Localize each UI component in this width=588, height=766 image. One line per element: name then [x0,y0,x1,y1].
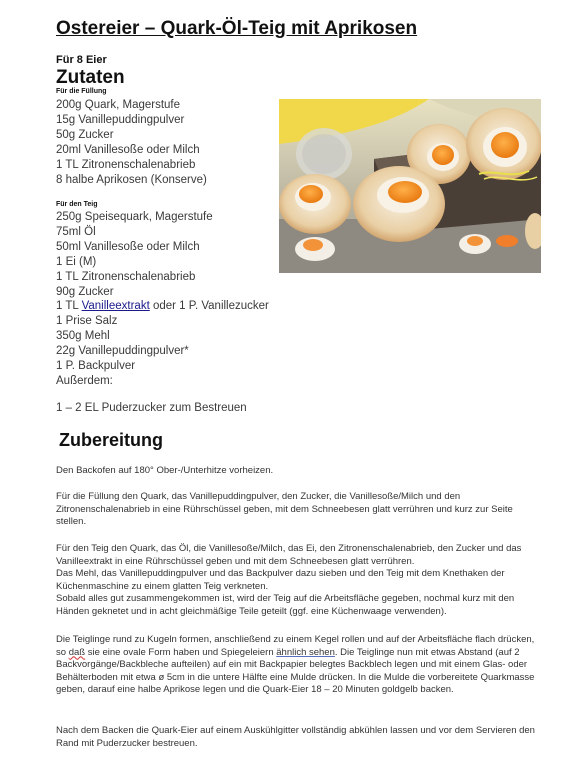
ingredients-heading: Zutaten [56,67,125,88]
step-preheat: Den Backofen auf 180° Ober-/Unterhitze vorheizen. [56,465,274,476]
spelling-flag-word: daß [68,646,86,658]
vanilla-extract-link[interactable]: Vanilleextrakt [81,300,150,313]
list-item: 350g Mehl [56,330,110,343]
list-item: 75ml Öl [56,225,96,238]
list-item: 1 TL Zitronenschalenabrieb [56,270,196,283]
list-item: 90g Zucker [56,285,114,298]
step-shape-text-3: . Die Teiglinge nun mit etwas Abstand (auf 2 Backvorgänge/Backbleche aufteilen) auf ein mit Backpapier belegtes Backblech legen und mit einem Glas- oder Behälterboden mit etwa ø 5cm in die untere Hälfte eine Mulde drücken. In die Mulde die vorbereitete Quarkmasse geben, darauf eine halbe Aprikose legen und die Quark-Eier 18 – 20 Minuten goldgelb backen. [56,646,535,696]
list-item: 50g Zucker [56,128,114,141]
step-cool-serve: Nach dem Backen die Quark-Eier auf einem Auskühlgitter vollständig abkühlen lassen und vor dem Servieren den Rand mit Puderzucker bestreuen. [56,725,535,749]
list-item: 1 TL Zitronenschalenabrieb [56,158,196,171]
list-item: 1 P. Backpulver [56,360,136,373]
dough-list [56,210,269,389]
step-dough-knead: Das Mehl, das Vanillepuddingpulver und das Backpulver dazu sieben und den Teig mit dem Knethaken der Küchenmaschine zu einem glatten Teig verkneten. [56,568,505,592]
filling-list [56,98,207,187]
dough-subheading: Für den Teig [56,201,98,208]
list-item: 1 Ei (M) [56,255,97,268]
list-item: 20ml Vanillesoße oder Milch [56,143,200,156]
vanilla-suffix: oder 1 P. Vanillezucker [149,300,269,313]
list-item: 50ml Vanillesoße oder Milch [56,240,200,253]
step-dough-mix: Für den Teig den Quark, das Öl, die Vanillesoße/Milch, das Ei, den Zitronenschalenabrieb, den Zucker und das Vanilleextrakt in eine Rührschüssel geben und mit dem Schneebesen glatt verrühren. [56,543,522,567]
step-shape-bake [56,634,544,697]
step-shape-text-2: sie eine ovale Form haben und Spiegeleiern [85,646,277,658]
vanilla-prefix: 1 TL [56,300,82,313]
recipe-photo [279,99,541,273]
step-dough-divide: Sobald alles gut zusammengekommen ist, wird der Teig auf die Arbeitsfläche gegeben, nochmal kurz mit den Händen geknetet und in acht gleichmäßige Teile geteilt (ggf. eine Küchenwaage verwenden). [56,593,515,617]
yield-line: Für 8 Eier [56,54,107,66]
preparation-heading: Zubereitung [59,430,163,450]
step-dough [56,543,544,619]
list-item: 200g Quark, Magerstufe [56,99,181,111]
list-item: Außerdem: [56,374,113,387]
recipe-title: Ostereier – Quark-Öl-Teig mit Aprikosen [56,18,418,39]
extra-item: 1 – 2 EL Puderzucker zum Bestreuen [56,402,247,414]
list-item: 8 halbe Aprikosen (Konserve) [56,173,207,186]
list-item: 22g Vanillepuddingpulver* [56,345,189,358]
step-shape-text-1: Die Teiglinge rund zu Kugeln formen, anschließend zu einem Kegel rollen und auf der Arbeitsfläche flach drücken, so [56,634,535,658]
step-filling: Für die Füllung den Quark, das Vanillepuddingpulver, den Zucker, die Vanillesoße/Milch und den Zitronenschalenabrieb in eine Rührschüssel geben, mit dem Schneebesen glatt verrühren und kurz zur Seite stellen. [56,491,513,528]
list-item: 15g Vanillepuddingpulver [56,113,185,126]
list-item-vanilla [56,299,269,314]
filling-subheading: Für die Füllung [56,88,107,95]
list-item: 1 Prise Salz [56,315,118,328]
list-item: 250g Speisequark, Magerstufe [56,211,213,223]
similar-link[interactable]: ähnlich sehen [276,646,335,658]
